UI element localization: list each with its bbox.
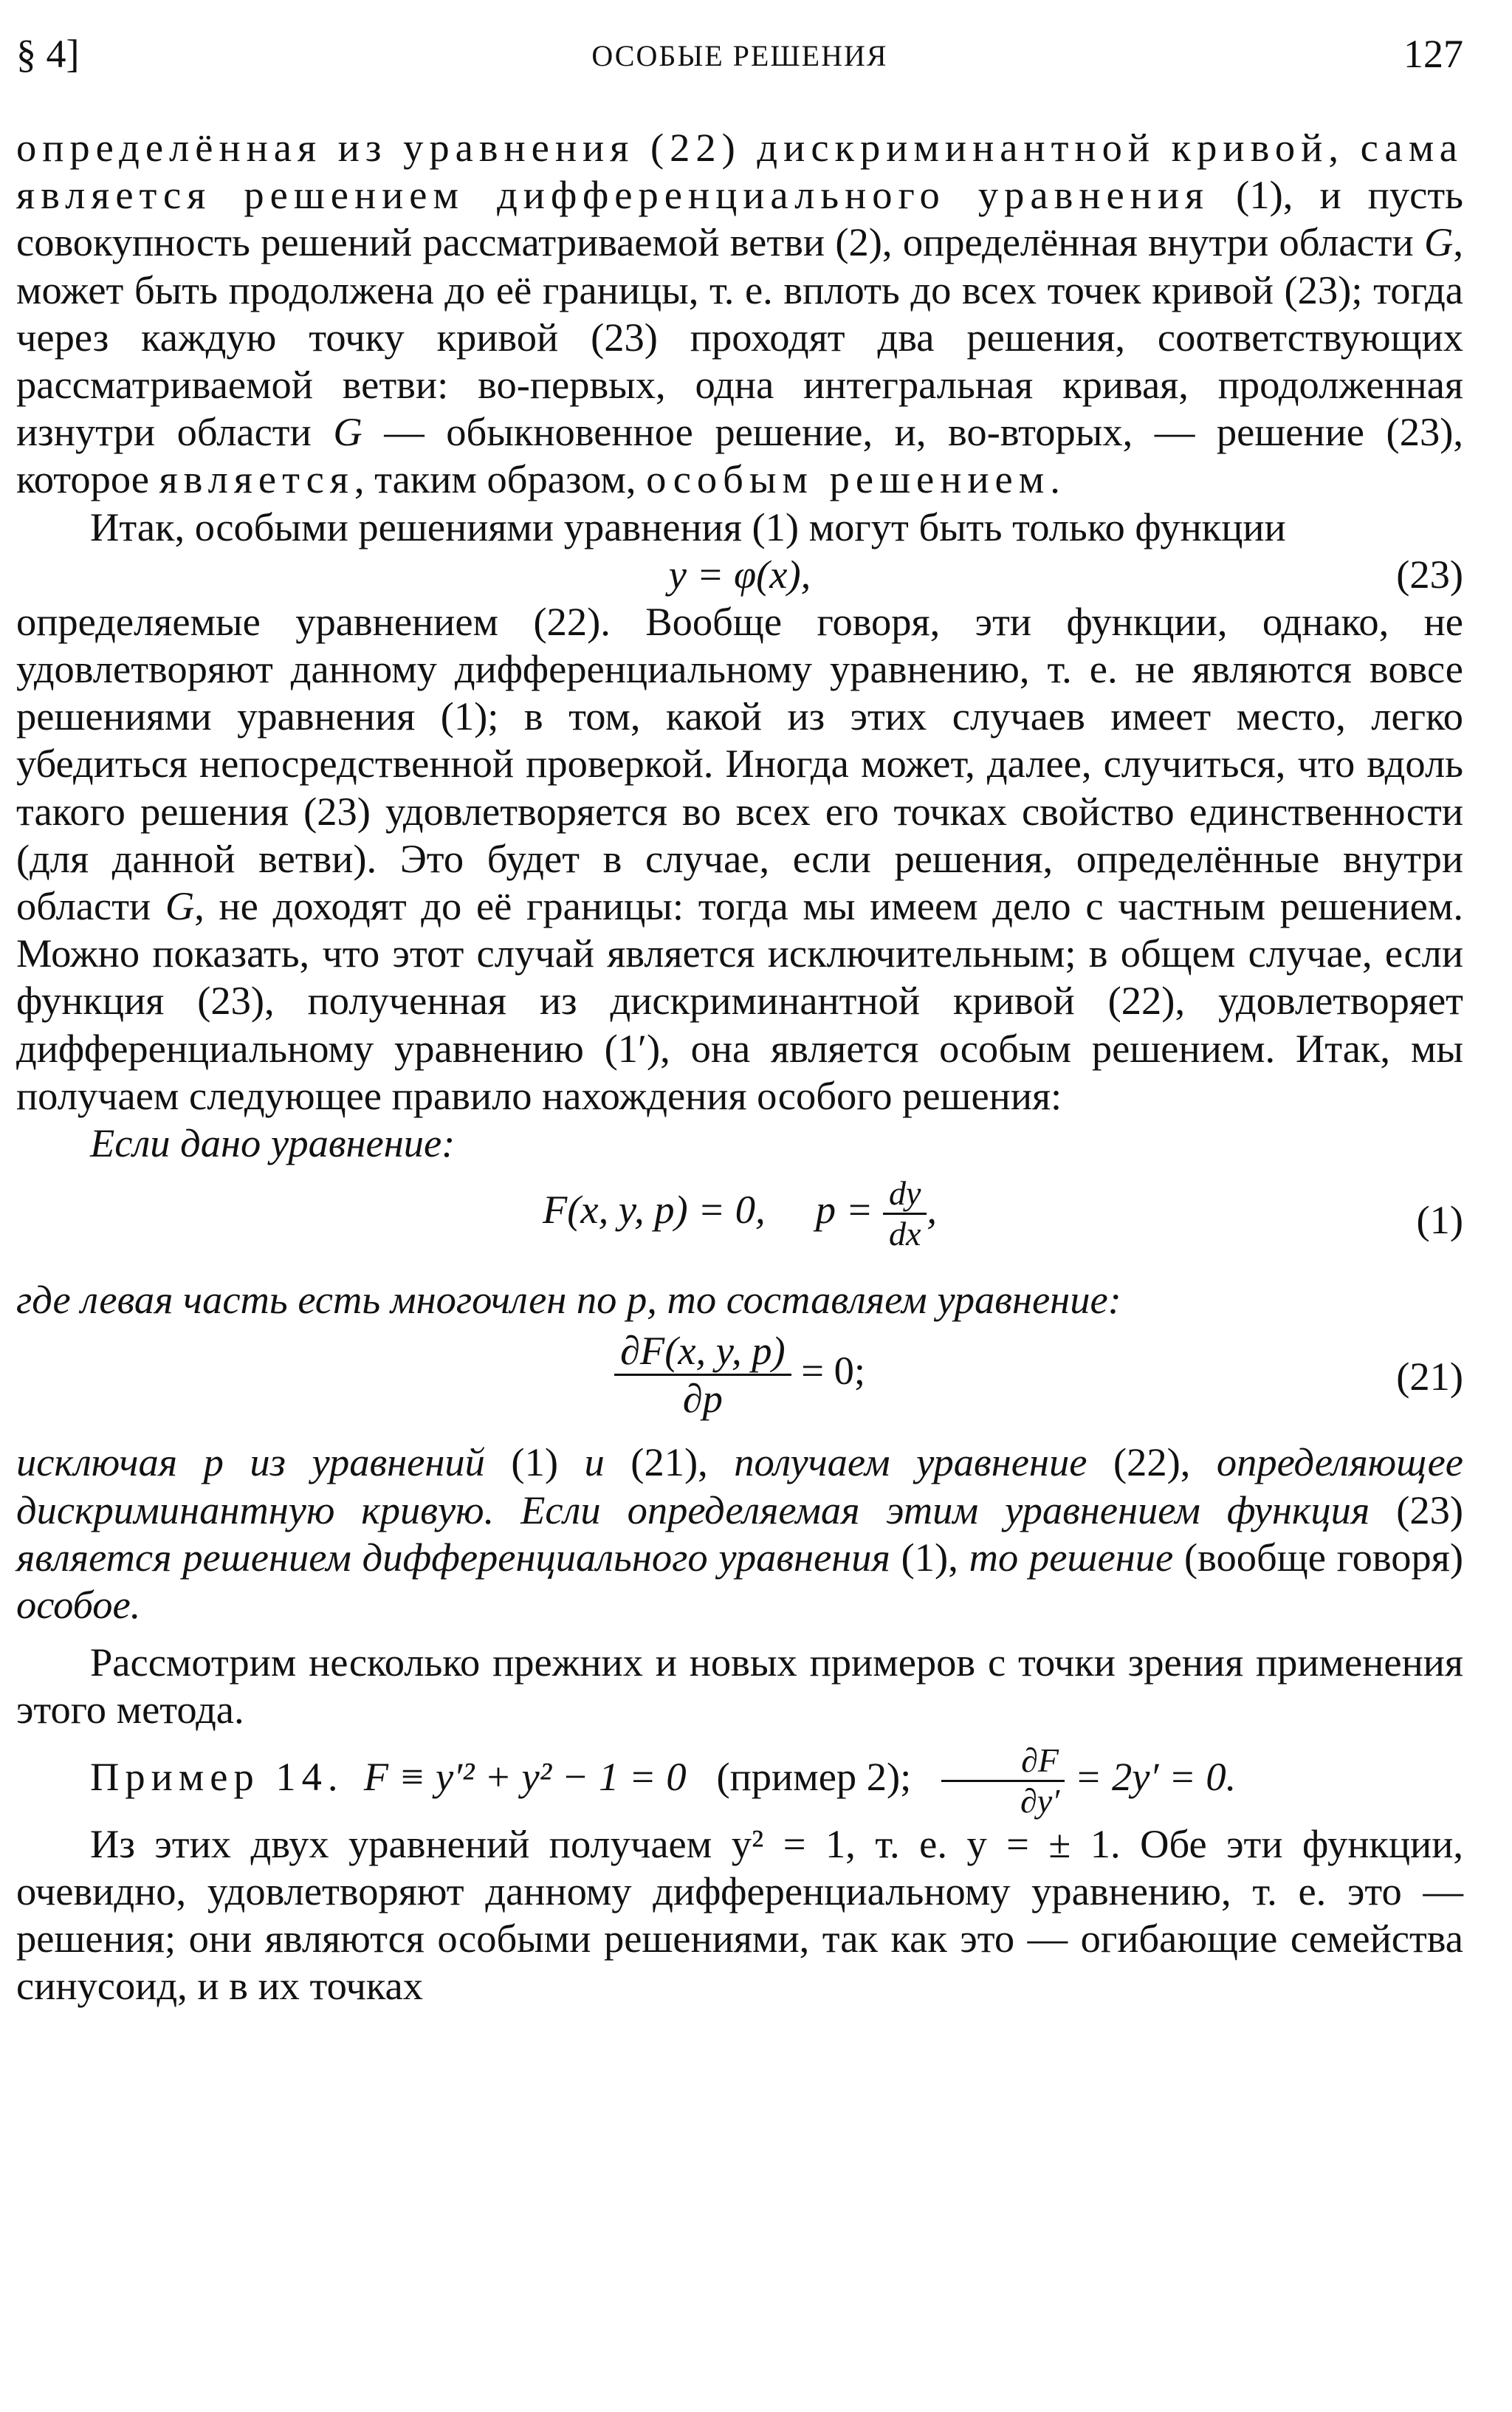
math-var: G xyxy=(165,883,195,929)
text: (22), xyxy=(1087,1439,1217,1485)
rule-intro: Если дано уравнение: xyxy=(90,1120,456,1166)
text: и xyxy=(584,1439,605,1485)
paragraph-3 xyxy=(16,598,1463,1120)
formula-1-tail: , xyxy=(927,1187,938,1233)
paragraph-4: Рассмотрим несколько прежних и новых примеров с точки зрения применения этого метода. xyxy=(16,1640,1463,1733)
fraction-dF-dy xyxy=(941,1741,1065,1820)
text: (вообще говоря) xyxy=(1173,1534,1463,1580)
formula-21-tail: = 0; xyxy=(801,1348,866,1394)
example-derivative: = 2y′ = 0. xyxy=(1074,1753,1237,1799)
spaced-text: определённая из уравнения (22) дискриминантной кривой, сама является решением дифференциального уравнения xyxy=(16,125,1463,218)
formula-21-number: (21) xyxy=(1396,1354,1463,1399)
example-label: Пример 14. xyxy=(90,1753,344,1799)
running-header xyxy=(16,31,1463,83)
fraction-dy-dx xyxy=(883,1174,927,1253)
text: , может быть продолжена до её границы, т. е. вплоть до всех точек кривой (23); тогда через каждую точку кривой (23) проходят два решения, соответствующих рассматриваемой ветви: во-первых, одна интегральная кривая, продолженная изнутри области xyxy=(16,219,1463,455)
numerator: dy xyxy=(883,1174,927,1215)
paragraph-5: Из этих двух уравнений получаем y² = 1, т. е. y = ± 1. Обе эти функции, очевидно, удовлетворяют данному дифференциальному уравнению, т. е. это — решения; они являются особыми решениями, так как это — огибающие семейства синусоид, и в их точках xyxy=(16,1820,1463,2009)
page-number: 127 xyxy=(1403,32,1463,76)
formula-1-left: F(x, y, p) = 0, xyxy=(542,1187,766,1233)
text: особое. xyxy=(16,1582,141,1628)
page-body xyxy=(16,124,1463,2010)
text: исключая p из уравнений xyxy=(16,1439,485,1485)
formula-23 xyxy=(16,551,1463,598)
numerator: ∂F xyxy=(941,1741,1065,1782)
text: (1), xyxy=(890,1534,969,1580)
rule-text-2 xyxy=(16,1439,1463,1628)
text: определяемые уравнением (22). Вообще говоря, эти функции, однако, не удовлетворяют данному дифференциальному уравнению, т. е. не являются вовсе решениями уравнения (1); в том, какой из этих случаев имеет место, легко убедиться непосредственной проверкой. Иногда может, далее, случиться, что вдоль такого решения (23) удовлетворяется во всех его точках свойство единственности (для данной ветви). Это будет в случае, если решения, определённые внутри области xyxy=(16,598,1463,929)
formula-1-p: p = xyxy=(815,1187,873,1233)
rule-text-1: где левая часть есть многочлен по p, то составляем уравнение: xyxy=(16,1277,1121,1323)
text: (21), xyxy=(604,1439,735,1485)
math-var: G xyxy=(1424,219,1454,265)
text: , таким образом, xyxy=(354,456,647,502)
example-ref: (пример 2); xyxy=(716,1753,912,1799)
formula-1 xyxy=(16,1168,1463,1272)
formula-23-expr: y = φ(x), xyxy=(668,551,811,597)
math-var: G xyxy=(333,409,362,455)
denominator: ∂p xyxy=(682,1376,723,1422)
example-equation: F ≡ y′² + y² − 1 = 0 xyxy=(363,1753,687,1799)
spaced-text: особым решением xyxy=(646,456,1051,502)
paragraph-2: Итак, особыми решениями уравнения (1) могут быть только функции xyxy=(90,504,1286,549)
spaced-text: является xyxy=(159,456,354,502)
text: (23) xyxy=(1370,1487,1463,1532)
fraction-dF-dp xyxy=(614,1328,791,1422)
text: является решением дифференциального уравнения xyxy=(16,1534,890,1580)
example-14 xyxy=(16,1741,1463,1820)
denominator: dx xyxy=(888,1215,921,1253)
formula-23-number: (23) xyxy=(1396,551,1463,597)
text: то решение xyxy=(969,1534,1174,1580)
section-marker: § 4] xyxy=(16,32,80,76)
text: , не доходят до её границы: тогда мы имеем дело с частным решением. Можно показать, что этот случай является исключительным; в общем случае, если функция (23), полученная из дискриминантной кривой (22), удовлетворяет дифференциальному уравнению (1′), она является особым решением. Итак, мы получаем следующее правило нахождения особого решения: xyxy=(16,883,1463,1118)
text: . xyxy=(1050,456,1060,502)
text: (1) xyxy=(484,1439,585,1485)
numerator: ∂F(x, y, p) xyxy=(614,1328,791,1376)
text: определяющее дискриминантную кривую. Если определяемая этим уравнением функция xyxy=(16,1439,1463,1532)
formula-1-number: (1) xyxy=(1416,1197,1463,1243)
text: — обыкновенное решение, и, во-вторых, — решение (23), которое xyxy=(16,409,1463,502)
running-title: ОСОБЫЕ РЕШЕНИЯ xyxy=(591,39,888,72)
denominator: ∂y′ xyxy=(1020,1781,1060,1820)
formula-21 xyxy=(16,1323,1463,1434)
paragraph-1 xyxy=(16,124,1463,504)
text: получаем уравнение xyxy=(734,1439,1087,1485)
text: (1), и пусть совокупность решений рассматриваемой ветви (2), определённая внутри области xyxy=(16,172,1463,265)
